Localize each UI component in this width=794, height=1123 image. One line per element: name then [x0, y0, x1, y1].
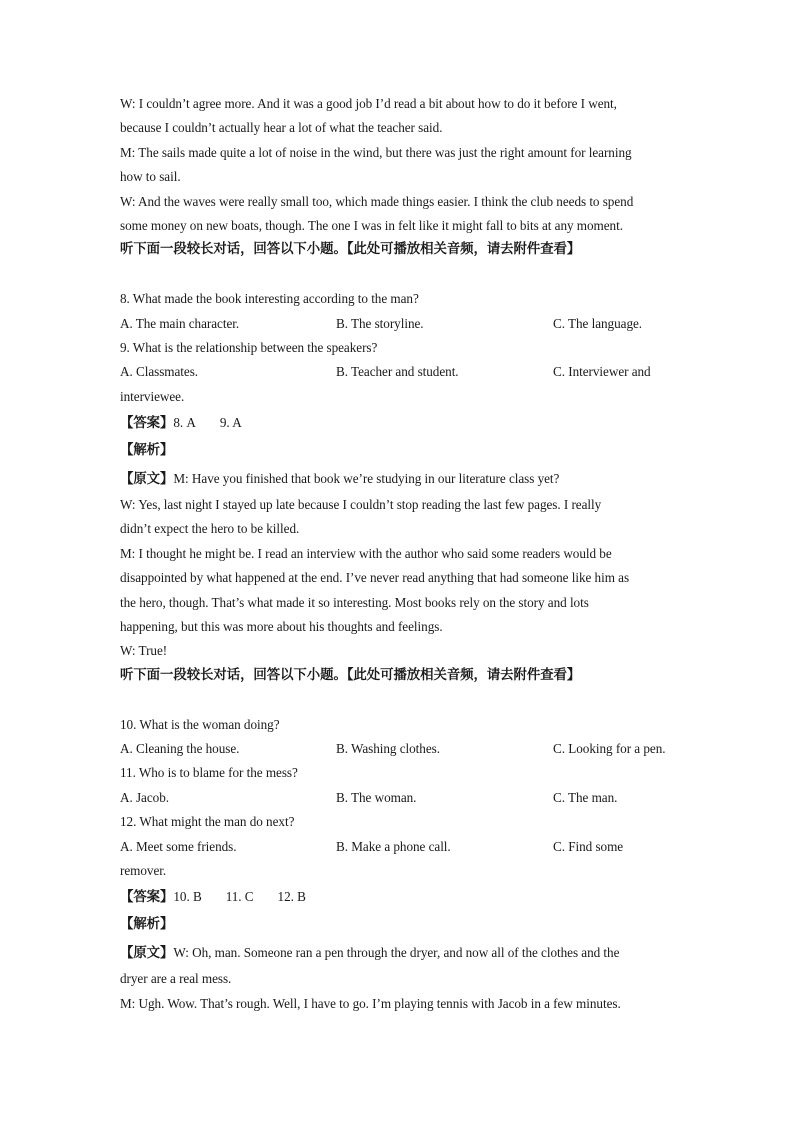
option-c: C. Looking for a pen.: [553, 740, 666, 756]
transcript-line: W: And the waves were really small too, which made things easier. I think the club needs to spend: [120, 193, 634, 209]
answer-value: 11. C: [225, 889, 254, 905]
question-12: 12. What might the man do next?: [120, 814, 295, 830]
question-11-options: [120, 786, 680, 810]
transcript-line: didn’t expect the hero to be killed.: [120, 521, 300, 537]
option-b: B. The storyline.: [336, 315, 424, 331]
answer-value: 10. B: [173, 889, 202, 905]
answer-line: [120, 409, 680, 437]
option-c: C. The language.: [553, 315, 643, 331]
listening-instruction: 听下面一段较长对话，回答以下小题。【此处可播放相关音频，请去附件查看】: [120, 667, 581, 683]
option-c-continuation: interviewee.: [120, 388, 185, 404]
transcript-line: happening, but this was more about his thoughts and feelings.: [120, 619, 443, 635]
answer-line: [120, 883, 680, 911]
listening-instruction: 听下面一段较长对话，回答以下小题。【此处可播放相关音频，请去附件查看】: [120, 242, 581, 258]
transcript-tag: 【原文】: [120, 472, 174, 488]
option-c: C. Find some: [553, 838, 624, 854]
transcript-line: W: True!: [120, 643, 168, 659]
transcript-line: dryer are a real mess.: [120, 971, 232, 987]
transcript-line: some money on new boats, though. The one I was in felt like it might fall to bits at any moment.: [120, 217, 623, 233]
transcript-text: M: Have you finished that book we’re studying in our literature class yet?: [173, 471, 560, 487]
transcript-line: disappointed by what happened at the end. I’ve never read anything that had someone like him as: [120, 570, 630, 586]
option-a: A. Jacob.: [120, 789, 169, 805]
transcript-line: because I couldn’t actually hear a lot of what the teacher said.: [120, 120, 443, 136]
answer-tag: 【答案】: [120, 890, 174, 906]
page-content: [120, 92, 680, 1016]
option-b: B. The woman.: [336, 789, 417, 805]
option-c-continuation: remover.: [120, 862, 167, 878]
answer-value: 12. B: [277, 889, 306, 905]
option-b: B. Washing clothes.: [336, 740, 440, 756]
option-a: A. The main character.: [120, 315, 240, 331]
question-8: 8. What made the book interesting according to the man?: [120, 291, 419, 307]
option-c: C. Interviewer and: [553, 364, 651, 380]
analysis-tag: 【解析】: [120, 443, 174, 459]
transcript-line: how to sail.: [120, 169, 181, 185]
question-12-options: [120, 835, 680, 859]
transcript-text: W: Oh, man. Someone ran a pen through the dryer, and now all of the clothes and the: [173, 945, 620, 961]
question-9: 9. What is the relationship between the speakers?: [120, 339, 378, 355]
option-a: A. Cleaning the house.: [120, 740, 240, 756]
transcript-tag: 【原文】: [120, 946, 174, 962]
option-a: A. Classmates.: [120, 364, 199, 380]
transcript-first-line: [120, 939, 680, 967]
transcript-line: W: Yes, last night I stayed up late because I couldn’t stop reading the last few pages. I really: [120, 497, 602, 513]
transcript-line: the hero, though. That’s what made it so interesting. Most books rely on the story and lots: [120, 594, 589, 610]
analysis-tag: 【解析】: [120, 917, 174, 933]
question-10-options: [120, 737, 680, 761]
question-10: 10. What is the woman doing?: [120, 716, 280, 732]
answer-tag: 【答案】: [120, 416, 174, 432]
question-11: 11. Who is to blame for the mess?: [120, 765, 298, 781]
transcript-line: M: I thought he might be. I read an interview with the author who said some readers would be: [120, 545, 612, 561]
transcript-line: M: The sails made quite a lot of noise in the wind, but there was just the right amount for learning: [120, 144, 632, 160]
answer-value: 9. A: [219, 415, 242, 431]
option-b: B. Make a phone call.: [336, 838, 451, 854]
option-c: C. The man.: [553, 789, 618, 805]
option-b: B. Teacher and student.: [336, 364, 459, 380]
transcript-line: M: Ugh. Wow. That’s rough. Well, I have to go. I’m playing tennis with Jacob in a few minutes.: [120, 995, 621, 1011]
transcript-line: W: I couldn’t agree more. And it was a good job I’d read a bit about how to do it before I went,: [120, 96, 617, 111]
question-9-options: [120, 360, 680, 384]
answer-value: 8. A: [173, 415, 196, 431]
transcript-first-line: [120, 465, 680, 493]
option-a: A. Meet some friends.: [120, 838, 237, 854]
question-8-options: [120, 312, 680, 336]
